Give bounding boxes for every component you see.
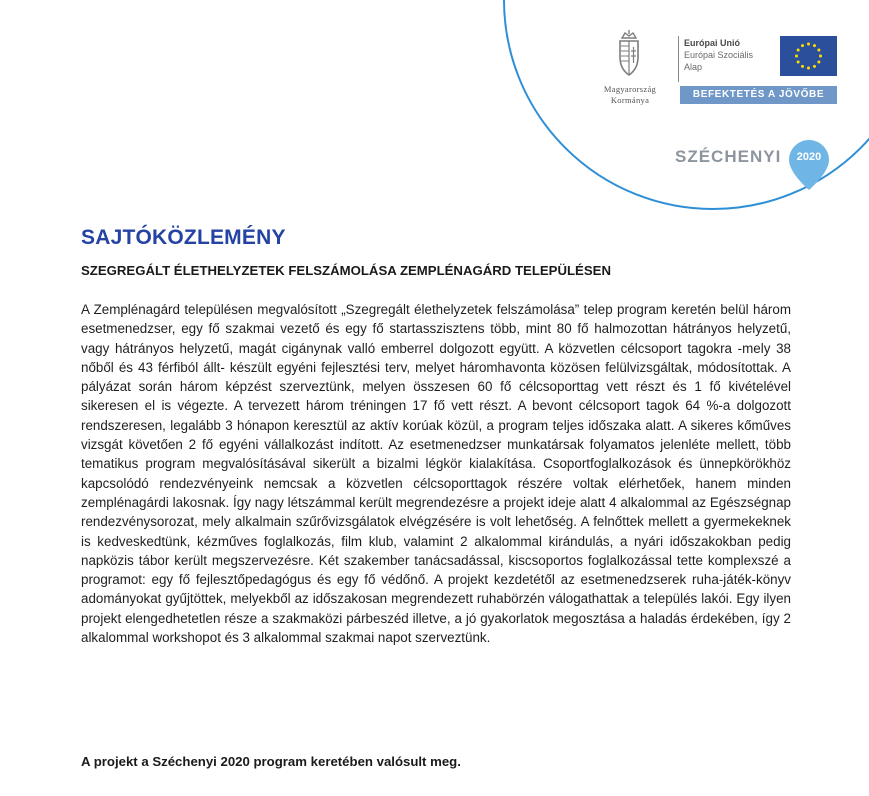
eu-banner: BEFEKTETÉS A JÖVŐBE [680,86,837,104]
page-title: SAJTÓKÖZLEMÉNY [81,226,286,249]
eu-logo-line2: Európai Szociális [684,50,754,60]
government-logo-text [586,84,674,106]
footer-note: A projekt a Széchenyi 2020 program keretében valósult meg. [81,754,461,769]
eu-logo-line1: Európai Unió [684,38,740,48]
page-subtitle: SZEGREGÁLT ÉLETHELYZETEK FELSZÁMOLÁSA ZEMPLÉNAGÁRD TELEPÜLÉSEN [81,263,611,278]
eu-logo-text [684,37,753,73]
location-pin-icon [786,138,832,192]
body-paragraph: A Zemplénagárd településen megvalósított „Szegregált élethelyzetek felszámolása” telep program keretén belül három esetmenedzser, egy fő szakmai vezető és egy fő startasszisztens több, mint 80 fő halmozottan hátrányos helyzetű, vagy hátrányos helyzetű, magát cigánynak valló emberrel dolgozott együtt. A közvetlen célcsoport tagokra -mely 38 nőből és 43 férfiból állt- készült egyéni fejlesztési terv, melyet háromhavonta közösen felülvizsgáltak, módosítottak. A pályázat során három képzést szerveztünk, melyen összesen 60 fő célcsoporttag vett részt és 1 fő kivételével sikeresen el is végezte. A tervezett három tréningen 17 fő vett részt. A bevont célcsoport tagok 64 %-a dolgozott rendszeresen, legalább 3 hónapon keresztül az aktív korúak közül, a program teljes időszaka alatt. A sikeres kőműves vizsgát követően 2 fő egyéni vállalkozást indított. Az esetmenedzser munkatársak folyamatos jelenléte mellett, több tematikus program megvalósításával sikerült a bizalmi légkör kialakítása. Csoportfoglalkozások és ünnepkörökhöz kapcsolódó rendezvényeink nemcsak a közvetlen célcsoporttagok részére voltak elérhetőek, hanem minden zemplénagárdi lakosnak. Így nagy létszámmal került megrendezésre a projekt ideje alatt 4 alkalommal az Egészségnap rendezvénysorozat, mely alkalmain szűrővizsgálatok elvégzésére is volt lehetőség. A felnőttek mellett a gyermekeknek is kedveskedtünk, kézműves foglalkozás, film klub, valamint 2 alkalommal kirándulás, a nyári időszakokban pedig napközis tábor került megszervezésre. Két szakember tanácsadással, kiscsoportos foglalkozással tette komplexszé a programot: egy fő fejlesztőpedagógus és egy fő védőnő. A projekt kezdetétől az esetmenedzserek ruha-játék-könyv adományokat gyűjtöttek, melyekből az időszakosan megrendezett ruhabörzén válogathattak a település lakói. Egy ilyen projekt elengedhetetlen része a szakmaközi párbeszéd illetve, a jó gyakorlatok megosztása a haladás érdekében, így 2 alkalommal workshopot és 3 alkalommal szakmai napot szerveztünk. [81,302,791,646]
eu-logo-line3: Alap [684,62,703,72]
szechenyi-logo-year: 2020 [796,151,822,163]
hungarian-coat-of-arms-icon [612,30,646,80]
szechenyi-logo-text: SZÉCHENYI [675,147,782,166]
eu-logo-divider [678,36,679,82]
government-logo-line2: Kormánya [610,95,650,105]
government-logo-line1: Magyarország [603,84,657,94]
eu-flag-icon [780,36,837,76]
